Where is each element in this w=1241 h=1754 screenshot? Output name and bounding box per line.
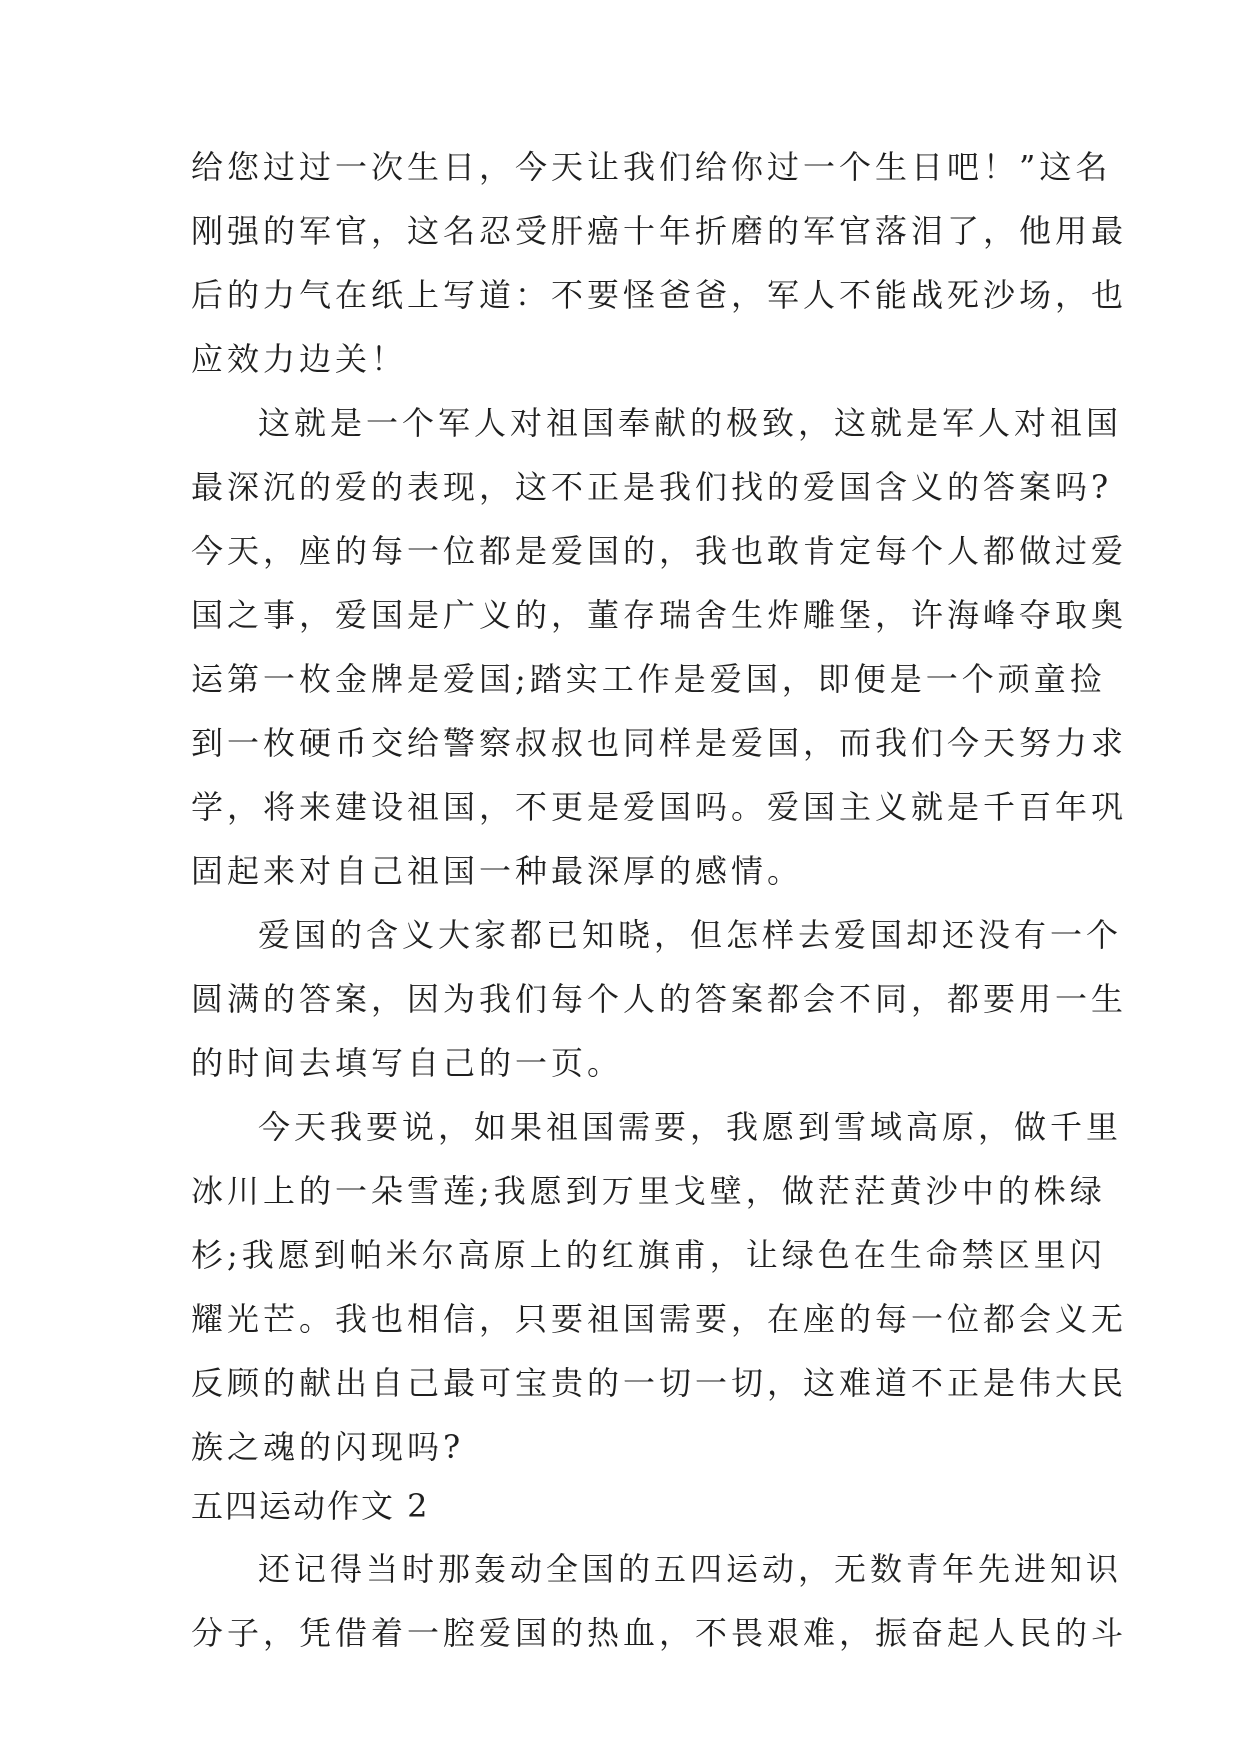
paragraph-line: 刚强的军官，这名忍受肝癌十年折磨的军官落泪了，他用最 xyxy=(191,212,1128,250)
section-heading: 五四运动作文 2 xyxy=(191,1487,430,1525)
paragraph-line: 还记得当时那轰动全国的五四运动，无数青年先进知识 xyxy=(258,1550,1123,1588)
paragraph-line: 爱国的含义大家都已知晓，但怎样去爱国却还没有一个 xyxy=(258,916,1123,954)
paragraph-line: 今天我要说，如果祖国需要，我愿到雪域高原，做千里 xyxy=(258,1108,1123,1146)
paragraph-line: 反顾的献出自己最可宝贵的一切一切，这难道不正是伟大民 xyxy=(191,1364,1128,1402)
paragraph-line: 学，将来建设祖国，不更是爱国吗。爱国主义就是千百年巩 xyxy=(191,788,1128,826)
paragraph-line: 的时间去填写自己的一页。 xyxy=(191,1044,624,1082)
paragraph-line: 圆满的答案，因为我们每个人的答案都会不同，都要用一生 xyxy=(191,980,1128,1018)
paragraph-line: 这就是一个军人对祖国奉献的极致，这就是军人对祖国 xyxy=(258,404,1123,442)
paragraph-line: 杉;我愿到帕米尔高原上的红旗甫，让绿色在生命禁区里闪 xyxy=(191,1236,1106,1274)
paragraph-line: 运第一枚金牌是爱国;踏实工作是爱国，即便是一个顽童捡 xyxy=(191,660,1106,698)
paragraph-line: 给您过过一次生日，今天让我们给你过一个生日吧！”这名 xyxy=(191,148,1112,186)
paragraph-line: 国之事，爱国是广义的，董存瑞舍生炸雕堡，许海峰夺取奥 xyxy=(191,596,1128,634)
paragraph-line: 分子，凭借着一腔爱国的热血，不畏艰难，振奋起人民的斗 xyxy=(191,1614,1128,1652)
paragraph-line: 今天，座的每一位都是爱国的，我也敢肯定每个人都做过爱 xyxy=(191,532,1128,570)
paragraph-line: 最深沉的爱的表现，这不正是我们找的爱国含义的答案吗? xyxy=(191,468,1113,506)
paragraph-line: 应效力边关！ xyxy=(191,340,408,378)
paragraph-line: 族之魂的闪现吗? xyxy=(191,1428,465,1466)
paragraph-line: 后的力气在纸上写道：不要怪爸爸，军人不能战死沙场，也 xyxy=(191,276,1128,314)
paragraph-line: 冰川上的一朵雪莲;我愿到万里戈壁，做茫茫黄沙中的株绿 xyxy=(191,1172,1106,1210)
paragraph-line: 耀光芒。我也相信，只要祖国需要，在座的每一位都会义无 xyxy=(191,1300,1128,1338)
paragraph-line: 固起来对自己祖国一种最深厚的感情。 xyxy=(191,852,804,890)
paragraph-line: 到一枚硬币交给警察叔叔也同样是爱国，而我们今天努力求 xyxy=(191,724,1128,762)
